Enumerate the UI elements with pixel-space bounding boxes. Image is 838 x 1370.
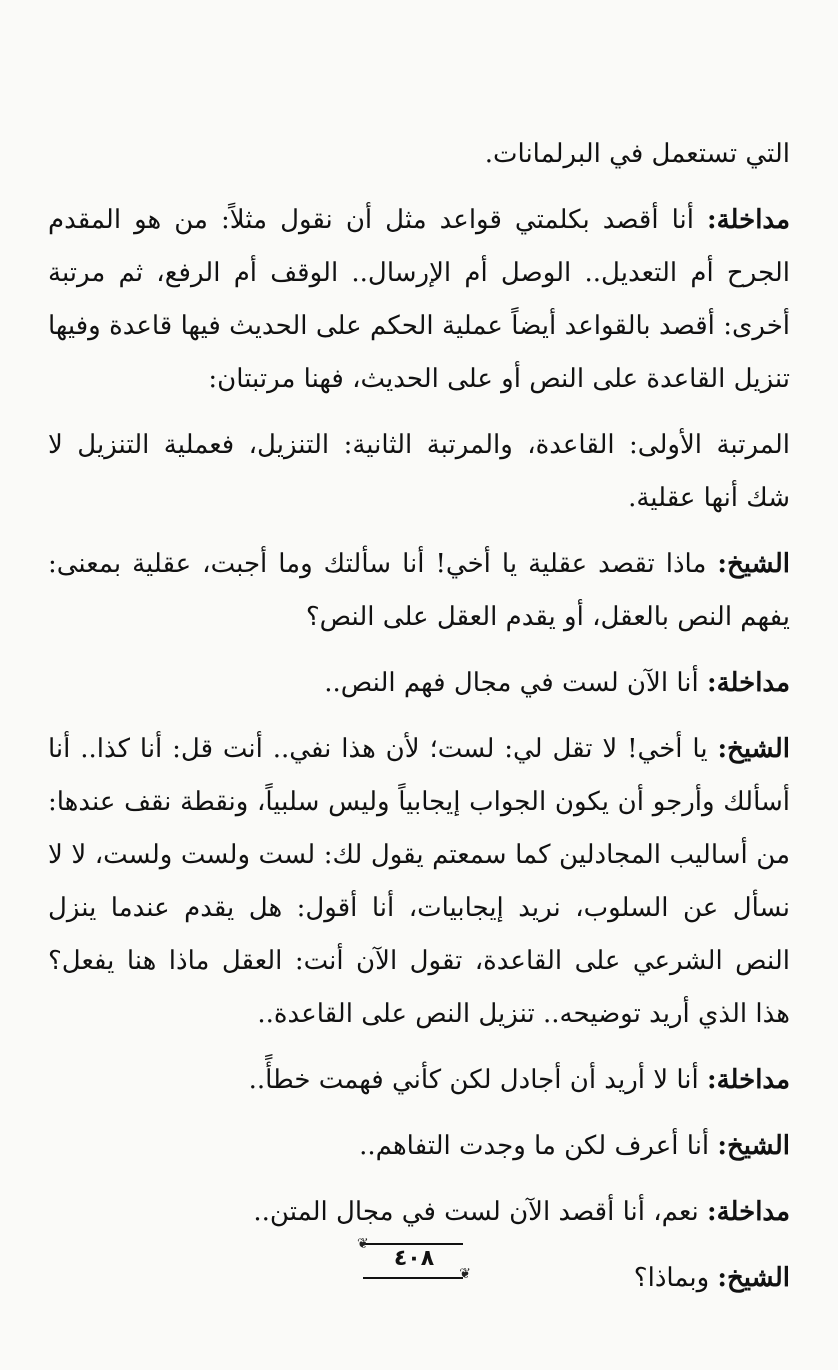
paragraph-text: التي تستعمل في البرلمانات. bbox=[484, 139, 790, 169]
paragraph bbox=[48, 1120, 790, 1173]
ornament-icon: ❦ bbox=[357, 1236, 369, 1252]
paragraph bbox=[48, 538, 790, 644]
paragraph-text: أنا الآن لست في مجال فهم النص.. bbox=[324, 668, 707, 698]
paragraph-text: يا أخي! لا تقل لي: لست؛ لأن هذا نفي.. أنت قل: أنا كذا.. أنا أسألك وأرجو أن يكون الجواب إيجابياً وليس سلبياً، ونقطة نقف عندها: من أساليب المجادلين كما سمعتم يقول لك: لست ولست ولست، لا لا نسأل عن السلوب، نريد إيجابيات، أنا أقول: هل يقدم عندما ينزل النص الشرعي على القاعدة، تقول الآن أنت: العقل ماذا هنا يفعل؟ هذا الذي أريد توضيحه.. تنزيل النص على القاعدة.. bbox=[48, 734, 790, 1029]
paragraph bbox=[48, 1186, 790, 1239]
page-body bbox=[48, 128, 790, 1318]
page-number: ٤٠٨ bbox=[393, 1246, 435, 1271]
speaker-label: الشيخ: bbox=[717, 549, 790, 579]
speaker-label: مداخلة: bbox=[706, 668, 790, 698]
page-number-box bbox=[357, 1237, 471, 1281]
speaker-label: الشيخ: bbox=[717, 734, 791, 764]
paragraph-text: أنا لا أريد أن أجادل لكن كأني فهمت خطأً.. bbox=[248, 1065, 707, 1095]
ornament-icon: ❦ bbox=[459, 1266, 471, 1282]
speaker-label: الشيخ: bbox=[717, 1263, 790, 1293]
paragraph-text: وبماذا؟ bbox=[633, 1263, 718, 1293]
paragraph bbox=[48, 1054, 790, 1107]
paragraph-text: أنا أعرف لكن ما وجدت التفاهم.. bbox=[359, 1131, 718, 1161]
paragraph-text: ماذا تقصد عقلية يا أخي! أنا سألتك وما أجبت، عقلية بمعنى: يفهم النص بالعقل، أو يقدم العقل على النص؟ bbox=[48, 549, 790, 632]
paragraph bbox=[48, 128, 790, 181]
speaker-label: الشيخ: bbox=[717, 1131, 790, 1161]
paragraph-text: أنا أقصد بكلمتي قواعد مثل أن نقول مثلاً: من هو المقدم الجرح أم التعديل.. الوصل أم الإرسال.. الوقف أم الرفع، ثم مرتبة أخرى: أقصد بالقواعد أيضاً عملية الحكم على الحديث فيها قاعدة وفيها تنزيل القاعدة على النص أو على الحديث، فهنا مرتبتان: bbox=[48, 205, 790, 394]
paragraph bbox=[48, 194, 790, 406]
paragraph-text: المرتبة الأولى: القاعدة، والمرتبة الثانية: التنزيل، فعملية التنزيل لا شك أنها عقلية. bbox=[48, 430, 790, 513]
paragraph bbox=[48, 657, 790, 710]
speaker-label: مداخلة: bbox=[706, 1065, 790, 1095]
speaker-label: مداخلة: bbox=[706, 1197, 790, 1227]
speaker-label: مداخلة: bbox=[706, 205, 790, 235]
paragraph bbox=[48, 723, 790, 1041]
paragraph-text: نعم، أنا أقصد الآن لست في مجال المتن.. bbox=[253, 1197, 707, 1227]
paragraph bbox=[48, 419, 790, 525]
